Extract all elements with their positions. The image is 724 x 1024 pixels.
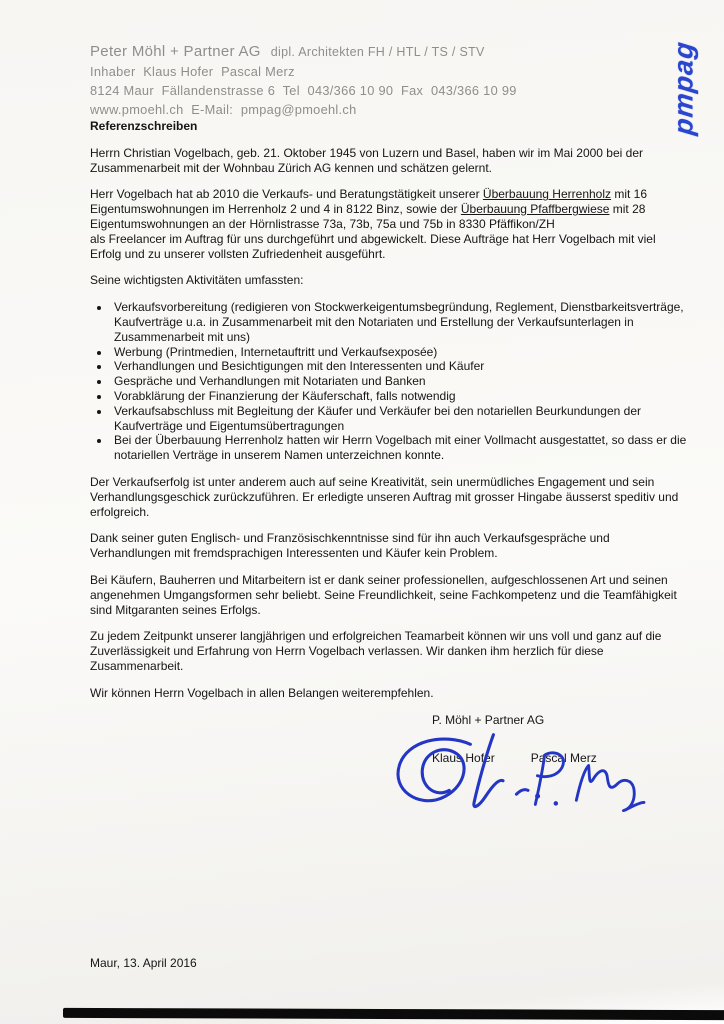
text-run: mit 16 Eigentumswohnungen im Herrenholz 2 und 4 in 8122 Binz, sowie der xyxy=(90,187,648,217)
list-item: • Gespräche und Verhandlungen mit Notariaten und Banken xyxy=(111,374,688,389)
company-qualifications: dipl. Architekten FH / HTL / TS / STV xyxy=(270,45,485,59)
letterhead-company-line xyxy=(90,42,688,62)
list-item: • Werbung (Printmedien, Internetauftritt und Verkaufsexposée) xyxy=(111,345,688,360)
paragraph-reliability: Zu jedem Zeitpunkt unserer langjährigen und erfolgreichen Teamarbeit können wir uns voll und ganz auf die Zuverlässigkeit und Erfahrung von Herrn Vogelbach verlassen. Wir danken ihm herzlich für diese Zusammenarbeit. xyxy=(90,629,662,673)
scan-artifact-bottom-edge xyxy=(63,1008,724,1020)
project-name-pfaffbergwiese: Überbauung Pfaffbergwiese xyxy=(460,202,610,217)
paragraph-recommendation: Wir können Herrn Vogelbach in allen Belangen weiterempfehlen. xyxy=(90,685,434,700)
paragraph-activities-intro: Seine wichtigsten Aktivitäten umfassten: xyxy=(90,273,304,288)
signer-name-pascal-merz: Pascal Merz xyxy=(530,750,597,765)
activities-list xyxy=(90,300,688,463)
signer-name-klaus-hofer: Klaus Hofer xyxy=(432,750,495,765)
text-run: mit 28 Eigentumswohnungen an der Hörnlistrasse 73a, 73b, 75a und 75b in 8330 Pfäffikon/ZH xyxy=(90,202,646,231)
paragraph-personality: Bei Käufern, Bauherren und Mitarbeitern ist er dank seiner professionellen, aufgeschlossenen Art und seinen angenehmen Umgangsformen sehr beliebt. Seine Freundlichkeit, seine Fachkompetenz und die Teamfähigkeit sind Mitgaranten seines Erfolgs. xyxy=(90,572,677,617)
date-place-line: Maur, 13. April 2016 xyxy=(90,956,197,970)
letterhead xyxy=(90,42,688,119)
company-name: Peter Möhl + Partner AG xyxy=(90,43,261,60)
list-item: • Verkaufsvorbereitung (redigieren von Stockwerkeigentumsbegründung, Reglement, Dienstbarkeitsverträge, Kaufverträge u.a. in Zusammenarbeit mit den Notariaten und Erstellung der Verkaufsunterlagen in Zusammenarbeit mit uns) xyxy=(111,300,688,344)
paragraph-projects xyxy=(90,187,688,261)
list-item: • Verkaufsabschluss mit Begleitung der Käufer und Verkäufer bei den notariellen Beurkundungen der Kaufverträge und Eigentumsübertragungen xyxy=(111,404,688,434)
owners-line: Inhaber Klaus Hofer Pascal Merz xyxy=(90,64,295,79)
paragraph-success: Der Verkaufserfolg ist unter anderem auch auf seine Kreativität, sein unermüdliches Engagement und sein Verhandlungsgeschick zurückzuführen. Er erledigte unseren Auftrag mit grosser Hingabe äusserst speditiv und erfolgreich. xyxy=(90,474,679,519)
text-run: Herr Vogelbach hat ab 2010 die Verkaufs- und Beratungstätigkeit unserer xyxy=(90,187,483,202)
list-item: • Verhandlungen und Besichtigungen mit den Interessenten und Käufer xyxy=(111,359,688,374)
letter-body xyxy=(90,119,688,701)
project-name-herrenholz: Überbauung Herrenholz xyxy=(482,187,612,202)
pmpag-logo-text: pmpag xyxy=(668,39,699,137)
signature-pascal-merz xyxy=(516,745,651,827)
paragraph-languages: Dank seiner guten Englisch- und Französischkenntnisse sind für ihn auch Verkaufsgespräche und Verhandlungen mit fremdsprachigen Interessenten und Käufer kein Problem. xyxy=(90,531,610,561)
pmpag-logo xyxy=(660,36,708,140)
list-item: • Vorabklärung der Finanzierung der Käuferschaft, falls notwendig xyxy=(111,389,688,404)
signature-block xyxy=(432,713,688,853)
subject-line: Referenzschreiben xyxy=(90,119,198,133)
contact-line: www.pmoehl.ch E-Mail: pmpag@pmoehl.ch xyxy=(90,102,357,117)
address-line: 8124 Maur Fällandenstrasse 6 Tel 043/366 10 90 Fax 043/366 10 99 xyxy=(90,83,517,98)
text-run: als Freelancer im Auftrag für uns durchgeführt und abgewickelt. Diese Aufträge hat Herr Vogelbach mit viel Erfolg und zu unserer vollsten Zufriedenheit ausgeführt. xyxy=(90,231,656,261)
list-item: • Bei der Überbauung Herrenholz hatten wir Herrn Vogelbach mit einer Vollmacht ausgestattet, so dass er die notariellen Verträge in unserem Namen unterzeichnen konnte. xyxy=(111,433,688,463)
paragraph-intro: Herrn Christian Vogelbach, geb. 21. Oktober 1945 von Luzern und Basel, haben wir im Mai 2000 bei der Zusammenarbeit mit der Wohnbau Zürich AG kennen und schätzen gelernt. xyxy=(90,145,643,175)
signature-company-name: P. Möhl + Partner AG xyxy=(432,712,545,727)
